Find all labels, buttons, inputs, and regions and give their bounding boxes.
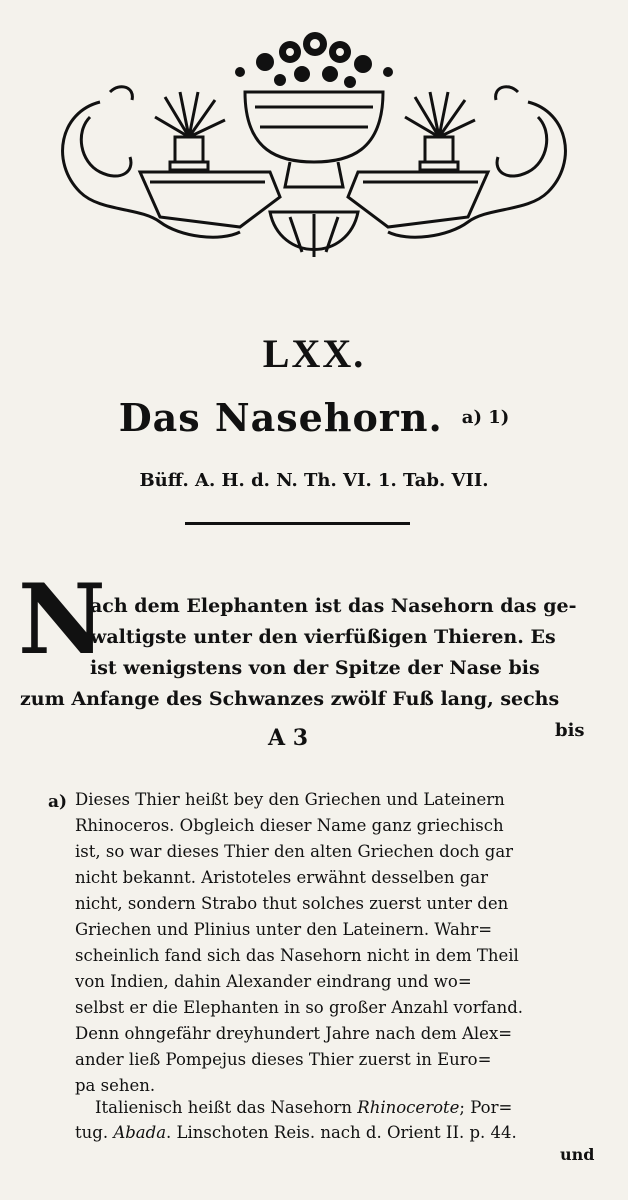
section-rule — [185, 522, 410, 525]
footnote-line-5: nicht, sondern Strabo thut solches zuerst unter den — [75, 894, 509, 913]
chapter-title: Das Nasehorn. — [118, 395, 443, 440]
footnote-line-10: Denn ohngefähr dreyhundert Jahre nach dem Alex= — [75, 1024, 513, 1043]
footnote-line-8: von Indien, dahin Alexander eindrang und wo= — [75, 972, 472, 991]
footnote-line-4: nicht bekannt. Aristoteles erwähnt desselben gar — [75, 868, 488, 887]
footnote-marker: a) — [48, 792, 68, 812]
footnote-line-9: selbst er die Elephanten in so großer Anzahl vorfand. — [75, 998, 524, 1017]
footnote-line-6: Griechen und Plinius unter den Lateinern. Wahr= — [75, 920, 493, 939]
footnote-line-1: Dieses Thier heißt bey den Griechen und Lateinern — [75, 790, 505, 809]
note-line-2-text-b: . Linschoten Reis. nach d. Orient II. p. 44. — [166, 1123, 517, 1142]
note-line-2-text-a: tug. — [75, 1123, 114, 1142]
footnote-line-7: scheinlich fand sich das Nasehorn nicht in dem Theil — [75, 946, 519, 965]
note-line-2-italic: Abada — [113, 1123, 167, 1142]
chapter-number: LXX. — [262, 331, 366, 376]
source-reference: Büff. A. H. d. N. Th. VI. 1. Tab. VII. — [139, 470, 489, 491]
note-line-2 — [75, 1125, 517, 1142]
note-line-1 — [95, 1100, 512, 1117]
signature-mark: A 3 — [268, 725, 309, 751]
title-footnote-refs: a) 1) — [461, 407, 510, 428]
catchword: bis — [555, 720, 585, 741]
note-line-1-italic: Rhinocerote — [357, 1098, 460, 1117]
note-line-1-text-a: Italienisch heißt das Nasehorn — [95, 1098, 358, 1117]
body-line-2: waltigste unter den vierfüßigen Thieren. Es — [90, 626, 556, 648]
footnote-line-11: ander ließ Pompejus dieses Thier zuerst in Euro= — [75, 1050, 492, 1069]
body-line-4: zum Anfange des Schwanzes zwölf Fuß lang, sechs — [20, 688, 560, 710]
note-catchword: und — [560, 1145, 595, 1164]
body-line-1: ach dem Elephanten ist das Nasehorn das ge- — [90, 595, 577, 617]
footnote-line-12: pa sehen. — [75, 1076, 156, 1095]
drop-cap: N — [18, 563, 106, 676]
footnote-line-3: ist, so war dieses Thier den alten Griechen doch gar — [75, 842, 514, 861]
ornamental-vignette — [40, 22, 588, 267]
note-line-1-text-b: ; Por= — [459, 1098, 513, 1117]
chapter-title-line — [0, 395, 628, 440]
footnote-line-2: Rhinoceros. Obgleich dieser Name ganz griechisch — [75, 816, 504, 835]
body-line-3: ist wenigstens von der Spitze der Nase bis — [90, 657, 540, 679]
